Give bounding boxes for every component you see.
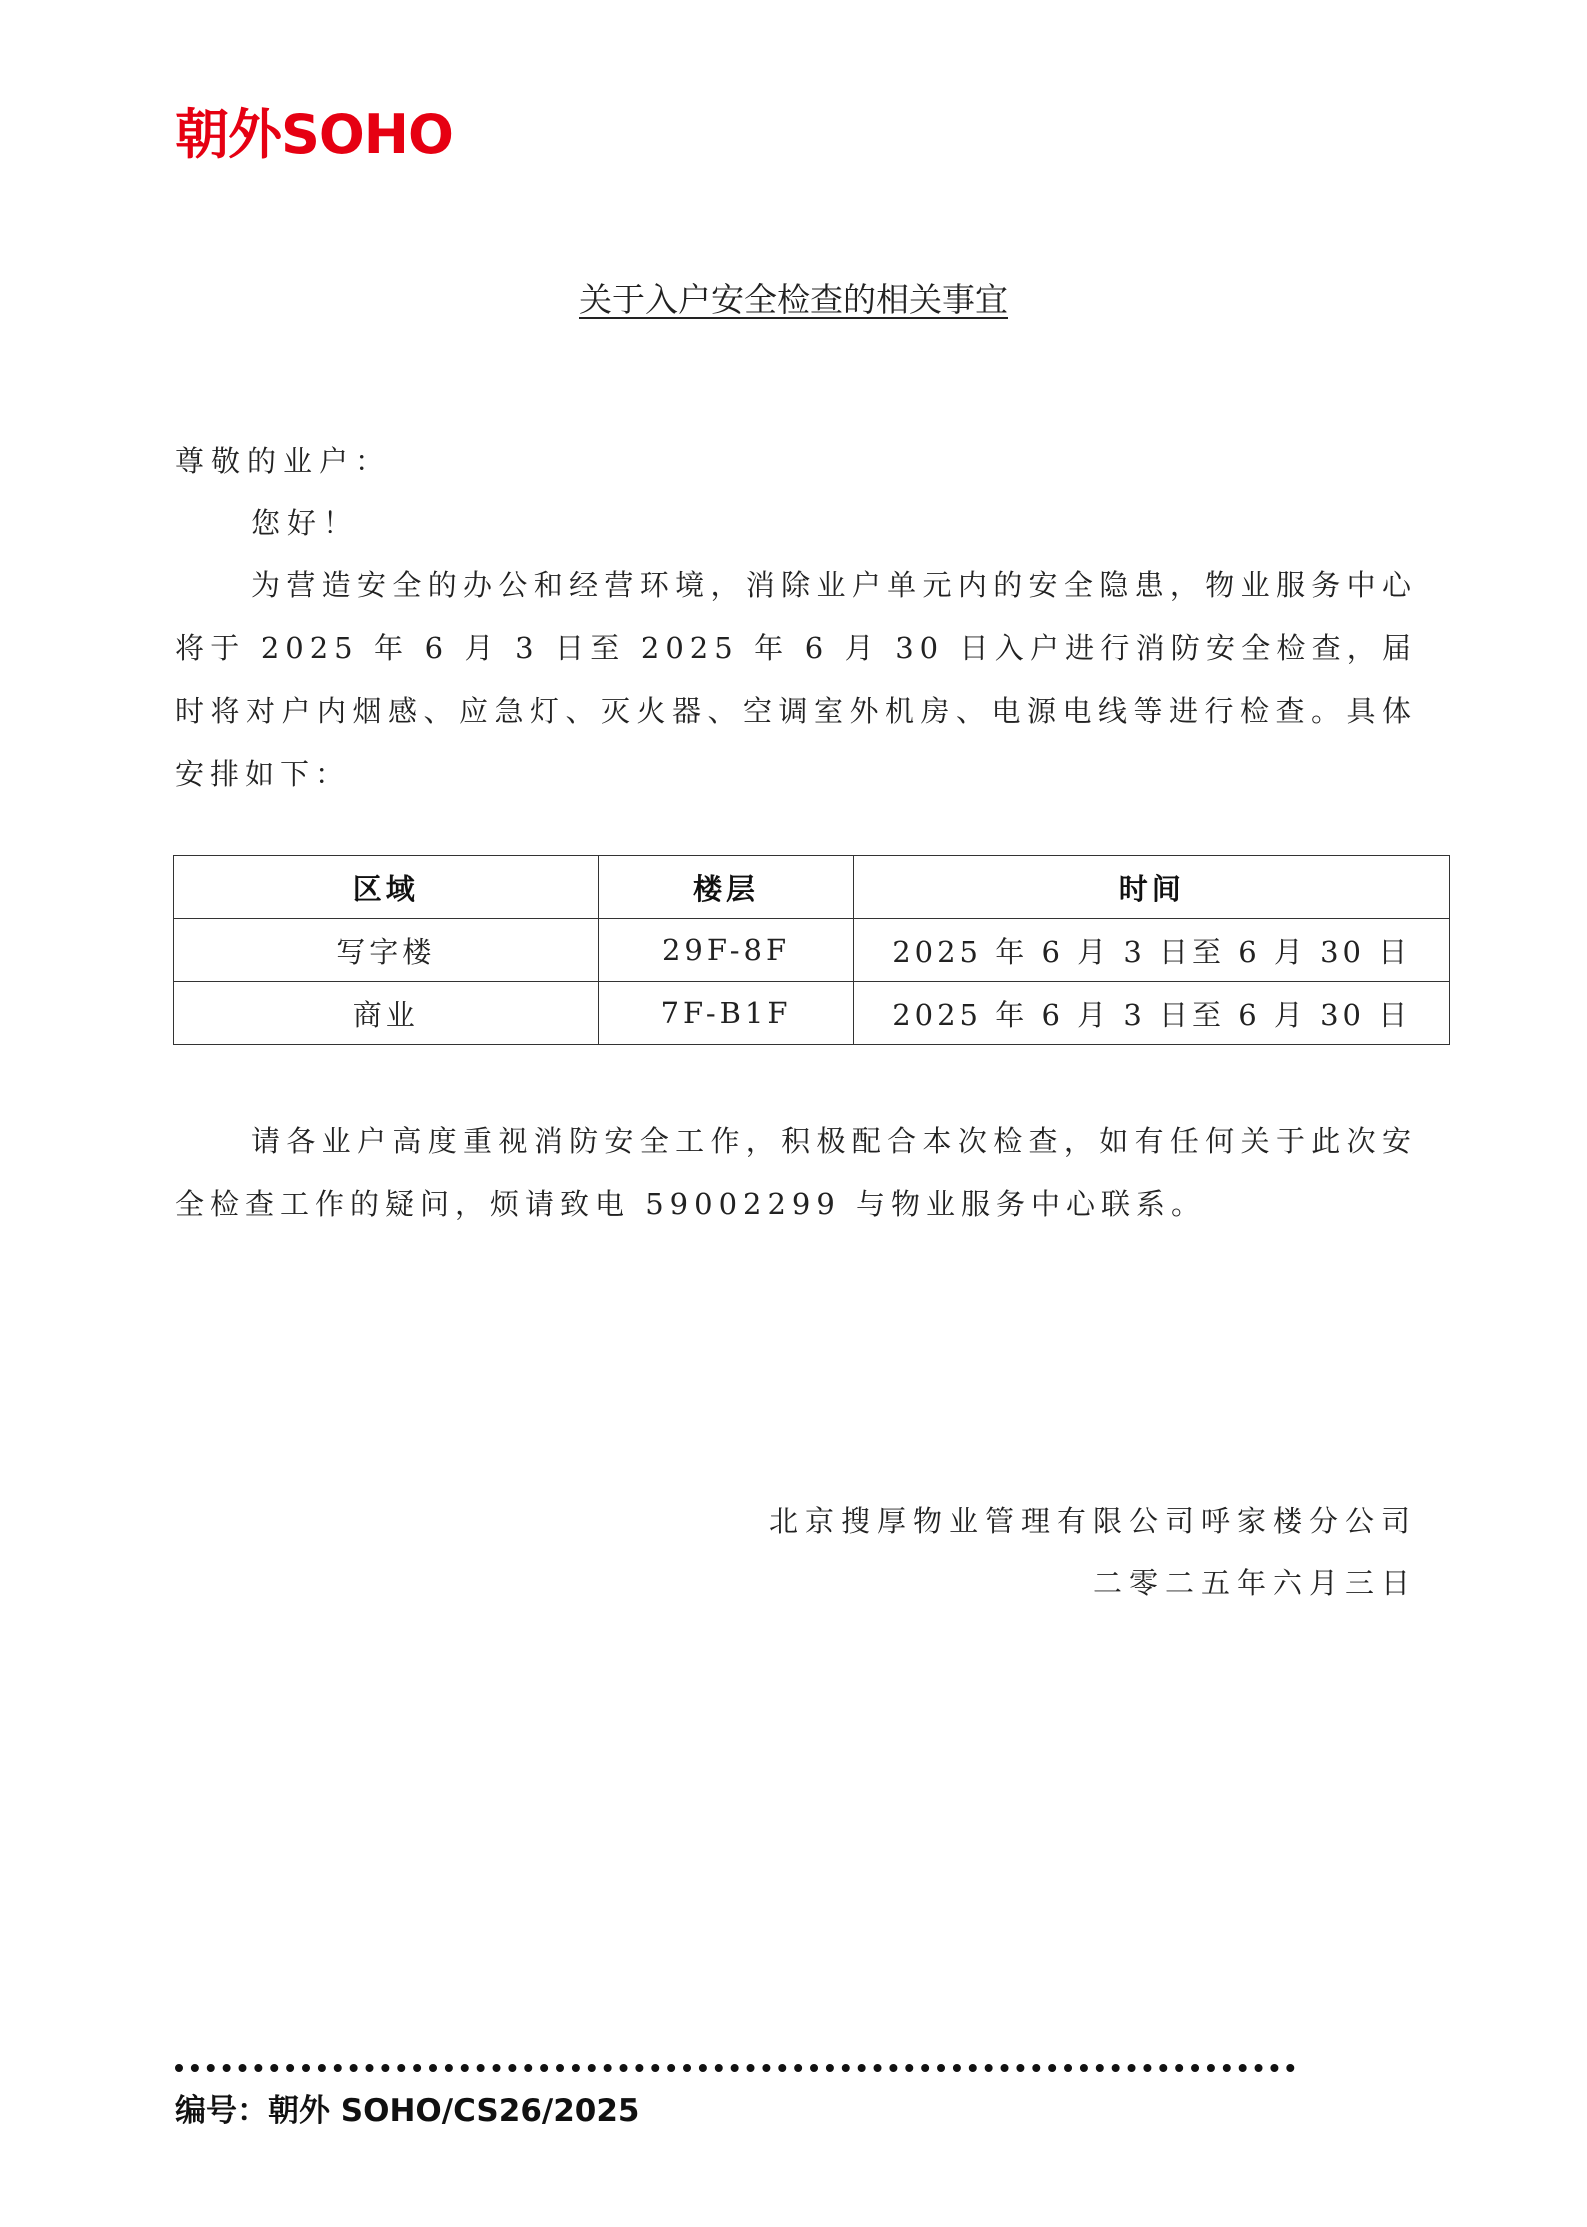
header-area: 区域 bbox=[174, 856, 599, 919]
cell-area: 写字楼 bbox=[174, 919, 599, 982]
notice-title bbox=[0, 280, 1587, 320]
cell-floor: 29F-8F bbox=[598, 919, 854, 982]
signature-date: 二零二五年六月三日 bbox=[1092, 1566, 1417, 1600]
cell-floor: 7F-B1F bbox=[598, 982, 854, 1045]
notice-title-text: 关于入户安全检查的相关事宜 bbox=[579, 280, 1008, 319]
cell-time: 2025 年 6 月 3 日至 6 月 30 日 bbox=[854, 919, 1450, 982]
company-logo: 朝外SOHO bbox=[175, 103, 453, 166]
table-header-row bbox=[174, 856, 1450, 919]
header-time: 时间 bbox=[854, 856, 1450, 919]
cell-area: 商业 bbox=[174, 982, 599, 1045]
greeting: 您好！ bbox=[251, 506, 360, 540]
signature-company: 北京搜厚物业管理有限公司呼家楼分公司 bbox=[768, 1504, 1417, 1538]
header-floor: 楼层 bbox=[598, 856, 854, 919]
inspection-schedule-table bbox=[173, 855, 1450, 1045]
salutation: 尊敬的业户： bbox=[175, 444, 392, 478]
cell-time: 2025 年 6 月 3 日至 6 月 30 日 bbox=[854, 982, 1450, 1045]
document-number: 编号：朝外 SOHO/CS26/2025 bbox=[175, 2093, 640, 2129]
table-row bbox=[174, 919, 1450, 982]
intro-paragraph: 为营造安全的办公和经营环境，消除业户单元内的安全隐患，物业服务中心将于 2025 年 6 月 3 日至 2025 年 6 月 30 日入户进行消防安全检查，届时将对户内烟感、应急灯、灭火器、空调室外机房、电源电线等进行检查。具体安排如下： bbox=[175, 568, 1417, 791]
closing-paragraph: 请各业户高度重视消防安全工作，积极配合本次检查，如有任何关于此次安全检查工作的疑问，烦请致电 59002299 与物业服务中心联系。 bbox=[175, 1124, 1417, 1221]
footer-divider bbox=[175, 2064, 1295, 2072]
table-row bbox=[174, 982, 1450, 1045]
